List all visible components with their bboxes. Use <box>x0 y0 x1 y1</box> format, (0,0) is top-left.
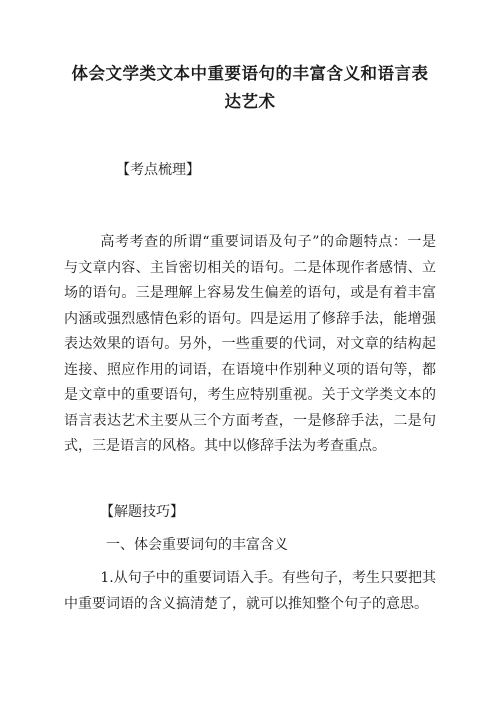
kaodian-paragraph: 高考考查的所谓“重要词语及句子”的命题特点：一是与文章内容、主旨密切相关的语句。二是体现作者感情、立场的语句。三是理解上容易发生偏差的语句，或是有着丰富内涵或强烈感情色彩的语句。四是运用了修辞手法，能增强表达效果的语句。另外，一些重要的代词，对文章的结构起连接、照应作用的词语，在语境中作别种义项的语句等，都是文章中的重要语句，考生应特别重视。关于文学类文本的语言表达艺术主要从三个方面考查，一是修辞手法，二是句式，三是语言的风格。其中以修辞手法为考查重点。 <box>64 234 436 454</box>
subheading-1: 一、体会重要词句的丰富含义 <box>106 537 288 553</box>
section-label-jieti: 【解题技巧】 <box>100 504 184 520</box>
technique-item-1: 1.从句子中的重要词语入手。有些句子，考生只要把其中重要词语的含义搞清楚了，就可以推知整个句子的意思。 <box>64 570 436 612</box>
document-title: 体会文学类文本中重要语句的丰富含义和语言表达艺术 <box>71 64 429 111</box>
section-label-kaodian: 【考点梳理】 <box>116 162 200 178</box>
